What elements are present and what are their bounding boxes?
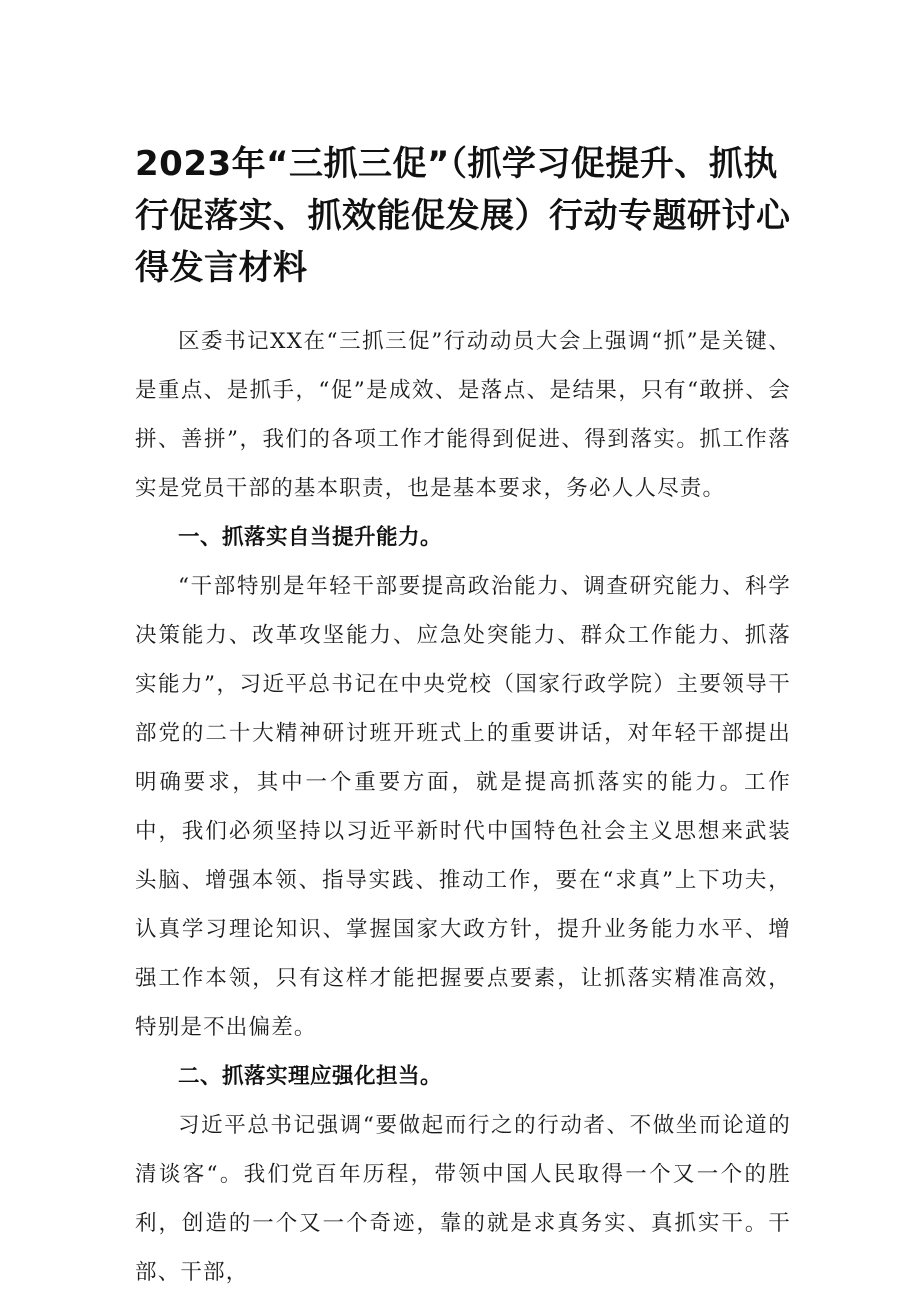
section-1-heading: 一、抓落实自当提升能力。 <box>178 525 443 550</box>
document-body <box>135 317 791 1297</box>
document-title: 2023年“三抓三促”（抓学习促提升、抓执行促落实、抓效能促发展）行动专题研讨心得发言材料 <box>135 144 791 288</box>
intro-paragraph: 区委书记XX在“三抓三促”行动动员大会上强调“抓”是关键、是重点、是抓手，“促”是成效、是落点、是结果，只有“敢拼、会拼、善拼”，我们的各项工作才能得到促进、得到落实。抓工作落实是党员干部的基本职责，也是基本要求，务必人人尽责。 <box>135 329 791 501</box>
section-2-heading: 二、抓落实理应强化担当。 <box>178 1064 443 1089</box>
section-2-paragraph: 习近平总书记强调“要做起而行之的行动者、不做坐而论道的清谈客“。我们党百年历程，带领中国人民取得一个又一个的胜利，创造的一个又一个奇迹，靠的就是求真务实、真抓实干。干部、干部， <box>135 1113 791 1285</box>
section-1-paragraph: “干部特别是年轻干部要提高政治能力、调查研究能力、科学决策能力、改革攻坚能力、应急处突能力、群众工作能力、抓落实能力”，习近平总书记在中央党校（国家行政学院）主要领导干部党的二十大精神研讨班开班式上的重要讲话，对年轻干部提出明确要求，其中一个重要方面，就是提高抓落实的能力。工作中，我们必须坚持以习近平新时代中国特色社会主义思想来武装头脑、增强本领、指导实践、推动工作，要在“求真”上下功夫，认真学习理论知识、掌握国家大政方针，提升业务能力水平、增强工作本领，只有这样才能把握要点要素，让抓落实精准高效，特别是不出偏差。 <box>135 574 791 1040</box>
